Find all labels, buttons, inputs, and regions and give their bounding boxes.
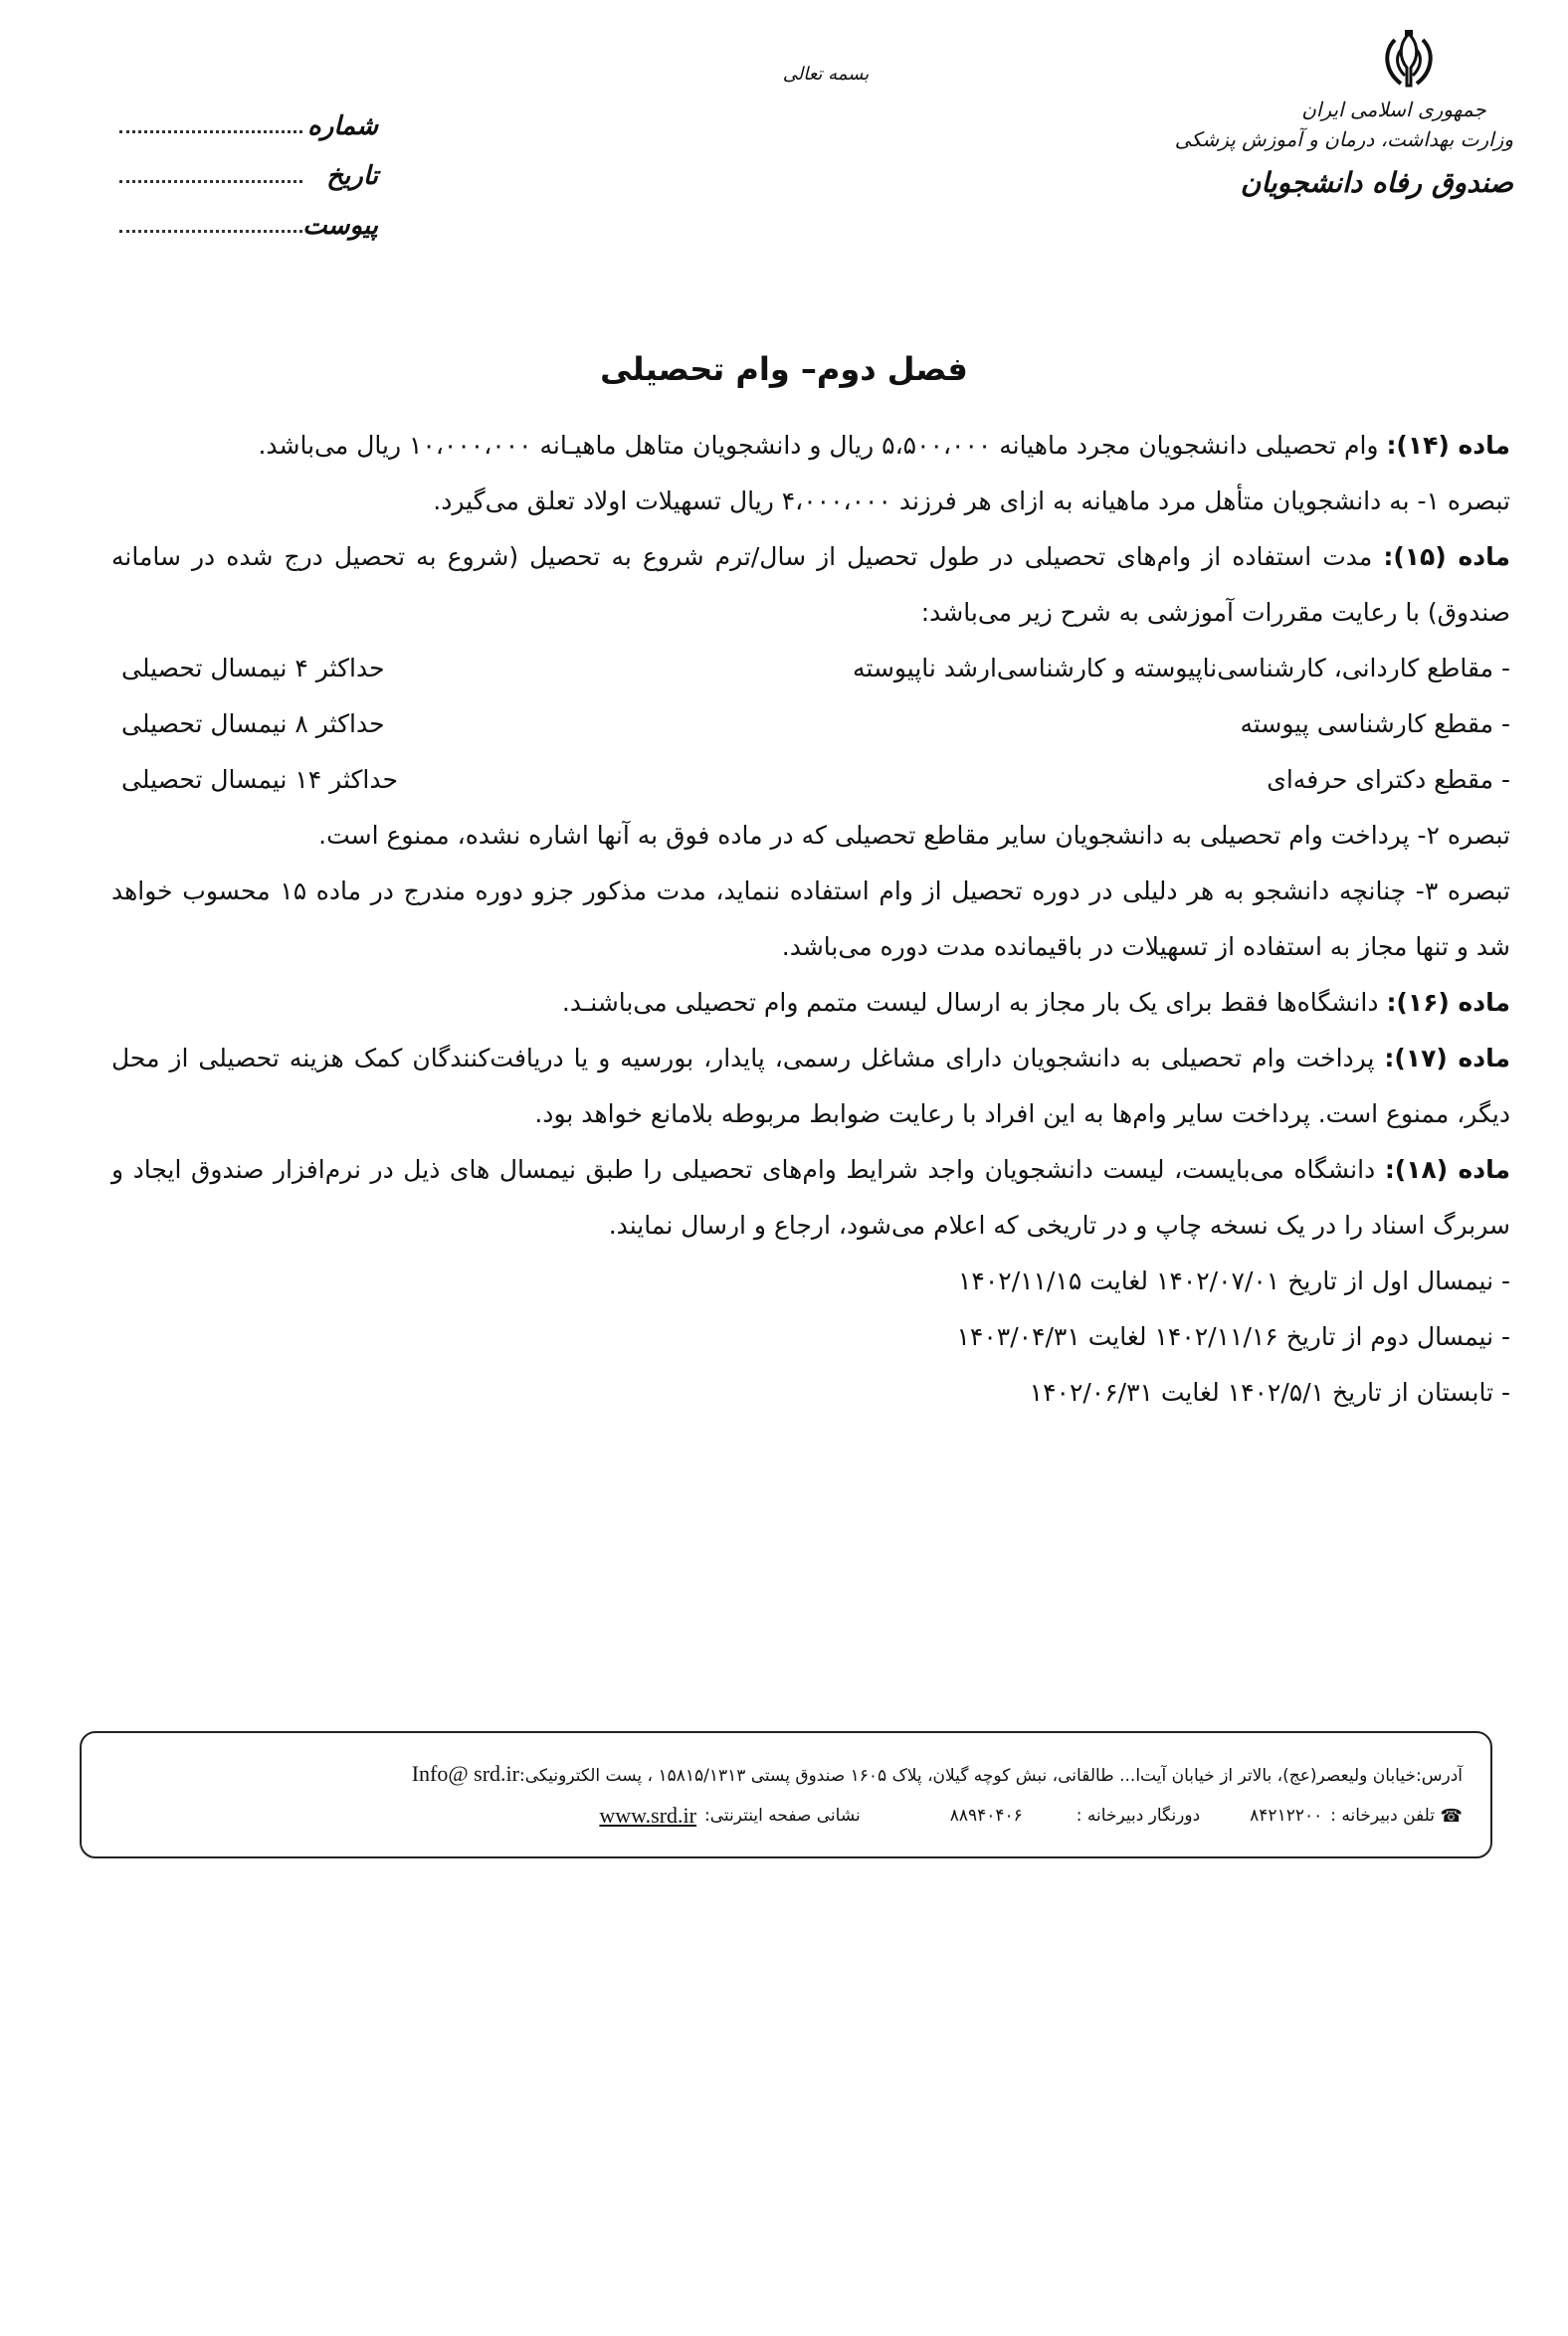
footer-fax-label: دورنگار دبیرخانه : bbox=[1076, 1806, 1201, 1826]
semester-item: - تابستان از تاریخ ۱۴۰۲/۵/۱ لغایت ۱۴۰۲/۰۶/۳۱ bbox=[1029, 1378, 1510, 1407]
article-18-text: دانشگاه می‌بایست، لیست دانشجویان واجد شرایط وام‌های تحصیلی را طبق نیمسال های ذیل در نرم‌افزار صندوق ایجاد و سربرگ اسناد را در یک نسخه چاپ و در تاریخی که اعلام می‌شود، ارجاع و ارسال نمایند. bbox=[111, 1155, 1510, 1240]
footer-phone-label: تلفن دبیرخانه : bbox=[1330, 1806, 1435, 1826]
level-limit: حداکثر ۱۴ نیمسال تحصیلی bbox=[121, 765, 398, 794]
article-18 bbox=[111, 1142, 1510, 1254]
letter-meta bbox=[119, 92, 378, 241]
telephone-icon: ☎ bbox=[1440, 1805, 1463, 1827]
footer-email[interactable]: Info@ srd.ir bbox=[411, 1761, 519, 1786]
footer-website-label: نشانی صفحه اینترنتی: bbox=[703, 1806, 861, 1826]
fund-name: صندوق رفاه دانشجویان bbox=[1240, 166, 1513, 199]
ministry-line-ministry: وزارت بهداشت، درمان و آموزش پزشکی bbox=[1174, 127, 1513, 151]
article-17-text: پرداخت وام تحصیلی به دانشجویان دارای مشاغل رسمی، پایدار، بورسیه و یا دریافت‌کنندگان کمک هزینه تحصیلی از محل دیگر، ممنوع است. پرداخت سایر وام‌ها به این افراد با رعایت ضوابط مربوطه بلامانع خواهد بود. bbox=[111, 1044, 1510, 1128]
level-name: - مقطع کارشناسی پیوسته bbox=[1240, 709, 1510, 738]
footer-fax: ۸۸۹۴۰۴۰۶ bbox=[949, 1806, 1023, 1826]
article-15-text: مدت استفاده از وام‌های تحصیلی در طول تحصیل از سال/ترم شروع به تحصیل (شروع به تحصیل درج شده در سامانه صندوق) با رعایت مقررات آموزشی به شرح زیر می‌باشد: bbox=[111, 542, 1510, 627]
article-17-label: ماده (۱۷): bbox=[1384, 1044, 1511, 1072]
ministry-line-republic: جمهوری اسلامی ایران bbox=[1301, 97, 1486, 121]
level-name: - مقطع دکترای حرفه‌ای bbox=[1267, 765, 1510, 794]
footer-address-line bbox=[109, 1761, 1463, 1787]
level-name: - مقاطع کاردانی، کارشناسی‌ناپیوسته و کارشناسی‌ارشد ناپیوسته bbox=[853, 654, 1510, 682]
article-15-label: ماده (۱۵): bbox=[1383, 542, 1510, 571]
footer-website-link[interactable]: www.srd.ir bbox=[599, 1803, 696, 1828]
ministry-letterhead bbox=[1174, 95, 1513, 199]
article-16-text: دانشگاه‌ها فقط برای یک بار مجاز به ارسال لیست متمم وام تحصیلی می‌باشنـد. bbox=[561, 988, 1379, 1017]
footer-phone: ۸۴۲۱۲۲۰۰ bbox=[1250, 1806, 1323, 1826]
meta-date-label: تاریخ bbox=[326, 161, 378, 191]
note-1: تبصره ۱- به دانشجویان متأهل مرد ماهیانه به ازای هر فرزند ۴،۰۰۰،۰۰۰ ریال تسهیلات اولاد تعلق می‌گیرد. bbox=[433, 487, 1510, 515]
footer-box bbox=[80, 1731, 1492, 1858]
level-row bbox=[111, 641, 1510, 696]
footer-address: آدرس:خیابان ولیعصر(عج)، بالاتر از خیابان آیت‌ا... طالقانی، نبش کوچه گیلان، پلاک ۱۶۰۵ صندوق پستی ۱۵۸۱۵/۱۳۱۳ ، پست الکترونیکی: bbox=[518, 1766, 1463, 1786]
article-14 bbox=[111, 418, 1510, 474]
level-row bbox=[111, 696, 1510, 752]
note-2: تبصره ۲- پرداخت وام تحصیلی به دانشجویان سایر مقاطع تحصیلی که در ماده فوق به آنها اشاره نشده، ممنوع است. bbox=[318, 821, 1510, 850]
article-16-label: ماده (۱۶): bbox=[1386, 988, 1510, 1017]
meta-attachment-label: پیوست bbox=[302, 211, 378, 241]
meta-number-row bbox=[119, 92, 378, 141]
article-17 bbox=[111, 1031, 1510, 1142]
article-16 bbox=[111, 975, 1510, 1031]
level-limit: حداکثر ۸ نیمسال تحصیلی bbox=[121, 709, 385, 738]
meta-date-blank bbox=[119, 170, 302, 183]
iran-emblem-icon bbox=[1379, 30, 1439, 92]
article-15 bbox=[111, 529, 1510, 641]
footer-contact-line bbox=[109, 1803, 1463, 1829]
meta-number-label: شماره bbox=[307, 111, 378, 141]
meta-attachment-blank bbox=[119, 220, 302, 233]
semester-item: - نیمسال اول از تاریخ ۱۴۰۲/۰۷/۰۱ لغایت ۱۴۰۲/۱۱/۱۵ bbox=[957, 1266, 1510, 1295]
article-14-label: ماده (۱۴): bbox=[1386, 431, 1510, 460]
semester-item: - نیمسال دوم از تاریخ ۱۴۰۲/۱۱/۱۶ لغایت ۱۴۰۳/۰۴/۳۱ bbox=[956, 1322, 1510, 1351]
article-14-text: وام تحصیلی دانشجویان مجرد ماهیانه ۵،۵۰۰،۰۰۰ ریال و دانشجویان متاهل ماهیـانه ۱۰،۰۰۰،۰۰۰ ریال می‌باشد. bbox=[258, 431, 1379, 460]
level-limit: حداکثر ۴ نیمسال تحصیلی bbox=[121, 654, 385, 682]
meta-attachment-row bbox=[119, 191, 378, 241]
document-body bbox=[111, 418, 1510, 1421]
meta-number-blank bbox=[119, 120, 302, 133]
note-3: تبصره ۳- چنانچه دانشجو به هر دلیلی در دوره تحصیل از وام استفاده ننماید، مدت مذکور جزو دوره مندرج در ماده ۱۵ محسوب خواهد شد و تنها مجاز به استفاده از تسهیلات در باقیمانده مدت دوره می‌باشد. bbox=[111, 876, 1511, 961]
level-row bbox=[111, 752, 1510, 808]
meta-date-row bbox=[119, 141, 378, 191]
article-18-label: ماده (۱۸): bbox=[1384, 1155, 1511, 1184]
basmala: بسمه تعالی bbox=[782, 64, 870, 85]
section-title: فصل دوم– وام تحصیلی bbox=[600, 350, 968, 388]
